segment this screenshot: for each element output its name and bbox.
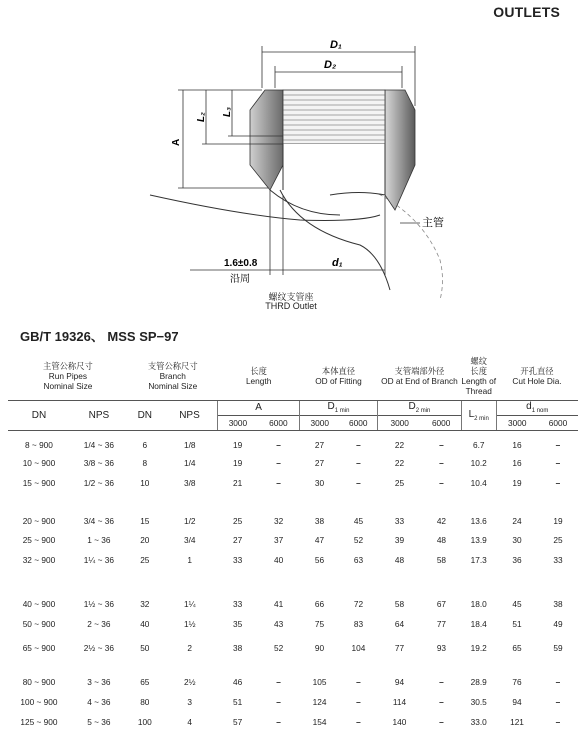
cell-d2-3000: 140 (392, 717, 407, 727)
cell-a-6000: 40 (273, 555, 284, 565)
thread-length-header: 螺纹 长度 Length of Thread (461, 355, 497, 396)
table-row (8, 689, 578, 709)
cell-l2: 18.4 (470, 619, 487, 629)
cell-run-nps: 3 ~ 36 (87, 677, 111, 687)
cell-branch-dn: 100 (137, 717, 152, 727)
cell-branch-nps: 2 (187, 643, 193, 653)
cell-hole-6000: 33 (553, 555, 563, 565)
od-fitting-header: 本体直径 OD of Fitting (315, 365, 362, 386)
cut-hole-header: 开孔直径 Cut Hole Dia. (512, 365, 562, 386)
cell-a-6000: 43 (273, 619, 284, 629)
d1min-header: $D_{1 min}$ (300, 400, 378, 415)
cell-branch-dn: 25 (140, 555, 150, 565)
cell-d2-6000: – (439, 677, 444, 687)
cell-branch-dn: 10 (140, 478, 150, 488)
cell-hole-3000: 45 (512, 599, 522, 609)
cell-branch-nps: 1/4 (183, 458, 196, 468)
a-dimension-label: A (171, 138, 182, 146)
cell-run-nps: 1 ~ 36 (87, 535, 111, 545)
cell-a-3000: 33 (233, 555, 243, 565)
cell-a-3000: 57 (233, 717, 243, 727)
cell-d2-6000: 48 (436, 535, 447, 545)
page-title: OUTLETS (493, 4, 560, 20)
cell-d2-6000: 58 (436, 555, 447, 565)
bore-lower (283, 144, 385, 194)
cell-run-dn: 25 ~ 900 (22, 535, 56, 545)
cell-hole-6000: 38 (553, 599, 563, 609)
outlet-body-left (250, 90, 283, 190)
cell-d2-6000: – (439, 697, 444, 707)
cell-a-6000: – (276, 458, 281, 468)
cell-hole-3000: 16 (512, 440, 522, 450)
cell-branch-dn: 50 (140, 643, 150, 653)
cell-hole-3000: 65 (512, 643, 522, 653)
table-row (8, 709, 578, 729)
cell-branch-nps: 1¼ (183, 599, 196, 609)
outlet-drawing (0, 0, 582, 320)
cell-d1-3000: 105 (312, 677, 327, 687)
cell-a-3000: 27 (233, 535, 243, 545)
cell-a-6000: 32 (273, 516, 284, 526)
cell-run-dn: 80 ~ 900 (22, 677, 56, 687)
cell-run-nps: 3/4 ~ 36 (83, 516, 114, 526)
cell-branch-dn: 15 (140, 516, 150, 526)
cell-d2-6000: 77 (436, 619, 447, 629)
d1nom-header: $d_{1 nom}$ (496, 400, 578, 415)
cell-d2-3000: 33 (394, 516, 405, 526)
cell-d2-3000: 22 (394, 440, 405, 450)
cell-hole-3000: 24 (512, 516, 522, 526)
hole-3000-header: 3000 (496, 415, 538, 430)
a-6000-header: 6000 (258, 415, 300, 430)
cell-d1-3000: 27 (314, 458, 325, 468)
cell-run-dn: 50 ~ 900 (22, 619, 56, 629)
cell-l2: 13.9 (470, 535, 487, 545)
cell-run-dn: 10 ~ 900 (22, 458, 56, 468)
cell-branch-nps: 1/2 (183, 516, 196, 526)
l2min-header: $L_{2 min}$ (461, 400, 496, 430)
cell-run-dn: 8 ~ 900 (25, 440, 53, 450)
cell-l2: 30.5 (470, 697, 487, 707)
cell-hole-6000: 49 (553, 619, 563, 629)
d2-3000-header: 3000 (377, 415, 421, 430)
table-row (8, 567, 578, 611)
cell-d1-3000: 38 (314, 516, 325, 526)
outlet-spec-table (8, 352, 578, 729)
cell-run-dn: 40 ~ 900 (22, 599, 56, 609)
cell-a-6000: – (276, 478, 281, 488)
a-3000-header: 3000 (218, 415, 258, 430)
cell-d2-3000: 48 (394, 555, 405, 565)
cell-a-3000: 51 (233, 697, 243, 707)
cell-branch-dn: 40 (140, 619, 150, 629)
branch-dn-header: DN (128, 400, 162, 430)
cell-run-nps: 1¼ ~ 36 (83, 555, 114, 565)
length-header: 长度 Length (245, 365, 272, 386)
cell-l2: 10.4 (470, 478, 487, 488)
cell-d2-3000: 94 (394, 677, 405, 687)
cell-run-nps: 1/4 ~ 36 (83, 440, 114, 450)
dn-header: DN (8, 400, 70, 430)
l3-dimension-label: L₃ (222, 107, 233, 117)
cell-d1-6000: – (356, 478, 361, 488)
cell-a-3000: 38 (233, 643, 243, 653)
cell-d2-6000: – (439, 458, 444, 468)
cell-a-3000: 33 (233, 599, 243, 609)
cell-a-3000: 21 (233, 478, 243, 488)
cell-l2: 17.3 (470, 555, 487, 565)
caption-en: THRD Outlet (265, 301, 317, 311)
cell-d2-6000: – (439, 478, 444, 488)
cell-run-dn: 125 ~ 900 (20, 717, 58, 727)
cell-run-nps: 4 ~ 36 (87, 697, 111, 707)
cell-d1-6000: – (356, 717, 361, 727)
d1-dimension-label: D₁ (330, 39, 342, 51)
table-row (8, 631, 578, 655)
cell-hole-3000: 16 (512, 458, 522, 468)
outlet-body-right (385, 90, 415, 210)
cell-a-3000: 19 (233, 440, 243, 450)
cell-hole-6000: 25 (553, 535, 563, 545)
cell-d1-3000: 56 (314, 555, 325, 565)
cell-run-dn: 65 ~ 900 (22, 643, 56, 653)
cell-branch-dn: 8 (142, 458, 148, 468)
gap-note: 沿周 (230, 274, 250, 285)
cell-branch-nps: 1 (187, 555, 193, 565)
run-pipe-dashed (360, 185, 443, 300)
cell-branch-nps: 3/4 (183, 535, 196, 545)
d2-6000-header: 6000 (421, 415, 461, 430)
cell-a-3000: 46 (233, 677, 243, 687)
cell-branch-dn: 32 (140, 599, 150, 609)
cell-d1-6000: 83 (353, 619, 364, 629)
cell-hole-6000: – (555, 478, 561, 488)
cell-run-nps: 3/8 ~ 36 (83, 458, 114, 468)
cell-branch-nps: 4 (187, 717, 193, 727)
cell-branch-dn: 6 (142, 440, 148, 450)
a-header: A (218, 400, 300, 415)
cell-hole-3000: 94 (512, 697, 522, 707)
thread-bore (283, 90, 385, 144)
cell-hole-6000: 59 (553, 643, 563, 653)
cell-d2-6000: 42 (436, 516, 447, 526)
table-row (8, 611, 578, 631)
cell-hole-6000: – (555, 717, 561, 727)
table-row (8, 430, 578, 452)
cell-run-nps: 1½ ~ 36 (83, 599, 114, 609)
cell-d1-3000: 27 (314, 440, 325, 450)
d2min-header: $D_{2 min}$ (377, 400, 461, 415)
caption-cn: 螺纹支管座 (268, 292, 314, 302)
cell-d1-3000: 90 (314, 643, 325, 653)
cell-a-6000: 37 (273, 535, 284, 545)
cell-branch-nps: 3 (187, 697, 193, 707)
d1-6000-header: 6000 (340, 415, 378, 430)
cell-d1-3000: 66 (314, 599, 325, 609)
cell-run-nps: 2 ~ 36 (87, 619, 111, 629)
cell-d2-3000: 64 (394, 619, 405, 629)
cell-l2: 19.2 (470, 643, 487, 653)
cell-branch-nps: 1/8 (183, 440, 196, 450)
table-row (8, 547, 578, 567)
cell-run-dn: 20 ~ 900 (22, 516, 56, 526)
cell-l2: 18.0 (470, 599, 487, 609)
branch-size-header: 支管公称尺寸 Branch Nominal Size (147, 360, 198, 391)
table-row (8, 470, 578, 490)
d2-dimension-label: D₂ (324, 59, 337, 71)
cell-hole-3000: 51 (512, 619, 522, 629)
table-row (8, 452, 578, 470)
run-size-header: 主管公称尺寸 Run Pipes Nominal Size (43, 360, 93, 391)
cell-branch-nps: 1½ (183, 619, 196, 629)
cell-d2-3000: 77 (394, 643, 405, 653)
cell-d1-6000: – (356, 677, 361, 687)
cell-a-6000: – (276, 697, 281, 707)
cell-run-dn: 100 ~ 900 (20, 697, 58, 707)
cell-d2-3000: 22 (394, 458, 405, 468)
gap-dimension-label: 1.6±0.8 (224, 258, 258, 269)
cell-a-6000: – (276, 677, 281, 687)
table-row (8, 490, 578, 528)
cell-a-3000: 25 (233, 516, 243, 526)
cell-d2-3000: 39 (394, 535, 405, 545)
cell-d2-6000: 93 (436, 643, 447, 653)
cell-branch-dn: 80 (140, 697, 150, 707)
run-pipe-bore-curve (280, 190, 390, 290)
branch-nps-header: NPS (162, 400, 218, 430)
cell-d2-6000: – (439, 440, 444, 450)
cell-a-6000: 41 (273, 599, 284, 609)
cell-branch-dn: 65 (140, 677, 150, 687)
cell-d1-3000: 75 (314, 619, 325, 629)
cell-l2: 6.7 (472, 440, 485, 450)
cell-d2-3000: 114 (392, 697, 407, 707)
cell-a-6000: 52 (273, 643, 284, 653)
hole-6000-header: 6000 (538, 415, 578, 430)
cell-run-nps: 1/2 ~ 36 (83, 478, 114, 488)
cell-hole-6000: – (555, 458, 561, 468)
cell-d2-3000: 58 (394, 599, 405, 609)
run-pipe-label: 主管 (422, 217, 444, 229)
cell-run-nps: 5 ~ 36 (87, 717, 111, 727)
cell-d1-6000: – (356, 458, 361, 468)
d1-3000-header: 3000 (300, 415, 340, 430)
cell-d2-6000: – (439, 717, 444, 727)
cell-l2: 10.2 (470, 458, 487, 468)
table-row (8, 655, 578, 689)
cell-d1-3000: 30 (314, 478, 325, 488)
cell-branch-dn: 20 (140, 535, 150, 545)
cell-d1-3000: 47 (314, 535, 325, 545)
cell-hole-3000: 30 (512, 535, 522, 545)
cell-d1-6000: – (356, 440, 361, 450)
cell-branch-nps: 3/8 (183, 478, 196, 488)
l2-dimension-label: L₂ (196, 112, 207, 122)
cell-hole-3000: 19 (512, 478, 522, 488)
table-row (8, 528, 578, 547)
cell-a-3000: 19 (233, 458, 243, 468)
cell-d1-6000: 52 (353, 535, 364, 545)
cell-run-nps: 2½ ~ 36 (83, 643, 114, 653)
cell-d2-3000: 25 (394, 478, 405, 488)
cell-a-3000: 35 (233, 619, 243, 629)
cell-d2-6000: 67 (436, 599, 447, 609)
cell-hole-6000: – (555, 697, 561, 707)
cell-l2: 33.0 (470, 717, 487, 727)
run-pipe-outline (150, 195, 380, 220)
standard-title: GB/T 19326、 MSS SP−97 (20, 329, 179, 344)
cell-d1-3000: 154 (312, 717, 327, 727)
cell-l2: 28.9 (470, 677, 487, 687)
cell-hole-6000: – (555, 677, 561, 687)
cell-d1-6000: 63 (353, 555, 364, 565)
od-branch-header: 支管端部外径 OD at End of Branch (381, 365, 458, 386)
cell-hole-6000: – (555, 440, 561, 450)
cell-run-dn: 15 ~ 900 (22, 478, 56, 488)
cell-d1-6000: – (356, 697, 361, 707)
cell-branch-nps: 2½ (183, 677, 196, 687)
cell-d1-6000: 72 (353, 599, 364, 609)
nps-header: NPS (70, 400, 128, 430)
cell-a-6000: – (276, 717, 281, 727)
cell-l2: 13.6 (470, 516, 487, 526)
cell-d1-6000: 45 (353, 516, 364, 526)
cell-hole-3000: 76 (512, 677, 522, 687)
cell-hole-6000: 19 (553, 516, 563, 526)
cell-run-dn: 32 ~ 900 (22, 555, 56, 565)
cell-d1-6000: 104 (351, 643, 366, 653)
cell-hole-3000: 36 (512, 555, 522, 565)
cell-a-6000: – (276, 440, 281, 450)
cell-d1-3000: 124 (312, 697, 327, 707)
cell-hole-3000: 121 (510, 717, 524, 727)
bore-dimension-label: d₁ (332, 257, 343, 269)
